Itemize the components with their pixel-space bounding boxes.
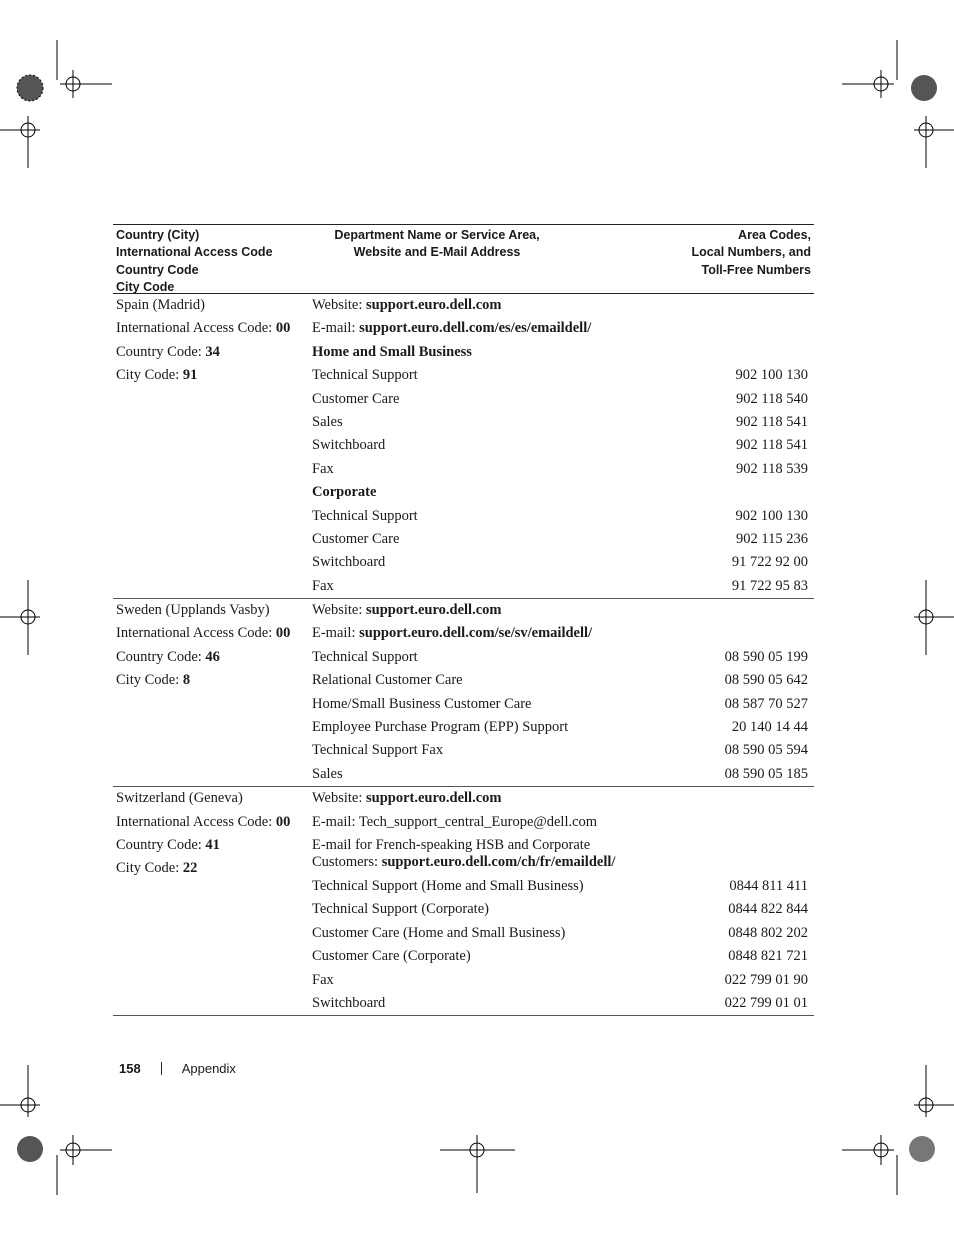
table-row: Sales 08 590 05 185 xyxy=(312,765,808,782)
section-sweden xyxy=(113,599,814,787)
table-row: Switchboard 91 722 92 00 xyxy=(312,554,808,571)
table-row: Switchboard 022 799 01 01 xyxy=(312,994,808,1011)
table-row: Fax 902 118 539 xyxy=(312,460,808,477)
section-name: Appendix xyxy=(181,1061,236,1076)
header-department-col: Department Name or Service Area, Website and E-Mail Address xyxy=(334,228,540,260)
table-row: Technical Support (Corporate) 0844 822 844 xyxy=(312,901,808,918)
header-country-col: Country (City) International Access Code Country Code City Code xyxy=(116,228,273,294)
country-code-value: 46 xyxy=(205,648,220,665)
iac-value: 00 xyxy=(275,625,291,642)
table-row: Customer Care 902 115 236 xyxy=(312,530,808,547)
page-footer xyxy=(119,1061,236,1076)
crop-mark-bottom-right xyxy=(834,1065,954,1195)
table-row: Sales 902 118 541 xyxy=(312,413,808,430)
country-name: Sweden (Upplands Vasby) xyxy=(116,602,270,619)
iac-value: 00 xyxy=(275,813,291,830)
email-link[interactable]: support.euro.dell.com/se/sv/emaildell/ xyxy=(359,625,593,642)
crop-mark-bottom-center xyxy=(440,1135,520,1195)
table-row: Customer Care 902 118 540 xyxy=(312,390,808,407)
table-row: Switchboard 902 118 541 xyxy=(312,437,808,454)
country-code-value: 34 xyxy=(205,343,220,360)
country-info: Sweden (Upplands Vasby) International Access Code: 00 Country Code: 46 City Code: 8 xyxy=(113,599,312,786)
contact-list: Website: support.euro.dell.com E-mail: support.euro.dell.com/es/es/emaildell/ Home and Small Business Technical Support 902 100 130 Customer Care 902 118 540 Sales 902 118 541 Switchboard 902 118 541 Fax 902 118 539 Corporate Technical Support 902 100 130 Customer Care 902 115 236 Switchboard 91 722 92 00 Fax 91 722 95 83 xyxy=(312,294,814,598)
website-link[interactable]: support.euro.dell.com xyxy=(366,602,502,619)
crop-mark-bottom-left xyxy=(0,1065,120,1195)
subheading-corporate: Corporate xyxy=(312,484,377,501)
table-row: Customer Care (Corporate) 0848 821 721 xyxy=(312,948,808,965)
table-row: Technical Support 902 100 130 xyxy=(312,367,808,384)
crop-mark-top-left xyxy=(0,40,120,170)
city-code-value: 8 xyxy=(182,672,191,689)
subheading-home: Home and Small Business xyxy=(312,343,472,360)
table-header xyxy=(113,225,814,294)
contact-table xyxy=(113,224,814,1016)
website-link[interactable]: support.euro.dell.com xyxy=(366,297,502,313)
table-row: Fax 022 799 01 90 xyxy=(312,971,808,988)
table-row: Technical Support (Home and Small Business) 0844 811 411 xyxy=(312,877,808,894)
crop-mark-mid-right xyxy=(904,580,954,655)
city-code-value: 91 xyxy=(182,367,198,384)
iac-value: 00 xyxy=(275,320,291,337)
footer-divider xyxy=(161,1062,162,1075)
table-row: Technical Support Fax 08 590 05 594 xyxy=(312,742,808,759)
crop-mark-mid-left xyxy=(0,580,50,655)
table-row: Technical Support 08 590 05 199 xyxy=(312,648,808,665)
page-number: 158 xyxy=(119,1061,141,1076)
country-name: Switzerland (Geneva) xyxy=(116,790,243,807)
table-row: Technical Support 902 100 130 xyxy=(312,507,808,524)
section-spain xyxy=(113,294,814,599)
table-row: Relational Customer Care 08 590 05 642 xyxy=(312,672,808,689)
city-code-value: 22 xyxy=(182,860,198,877)
table-row: Home/Small Business Customer Care 08 587 70 527 xyxy=(312,695,808,712)
header-numbers-col: Area Codes, Local Numbers, and Toll-Free Numbers xyxy=(691,228,811,277)
email-link[interactable]: support.euro.dell.com/ch/fr/emaildell/ xyxy=(381,853,616,870)
country-code-value: 41 xyxy=(205,836,220,853)
email-text[interactable]: E-mail: Tech_support_central_Europe@dell.com xyxy=(312,813,598,830)
contact-list: Website: support.euro.dell.com E-mail: Tech_support_central_Europe@dell.com E-mail for French-speaking HSB and Corporate Customers: support.euro.dell.com/ch/fr/emaildell/ Technical Support (Home and Small Business) 0844 811 411 Technical Support (Corporate) 0844 822 844 Customer Care (Home and Small Business) 0848 802 202 Customer Care (Corporate) 0848 821 721 Fax 022 799 01 90 Switchboard 022 799 01 01 xyxy=(312,787,814,1015)
contact-list: Website: support.euro.dell.com E-mail: support.euro.dell.com/se/sv/emaildell/ Technical Support 08 590 05 199 Relational Customer Care 08 590 05 642 Home/Small Business Customer Care 08 587 70 527 Employee Purchase Program (EPP) Support 20 140 14 44 Technical Support Fax 08 590 05 594 Sales 08 590 05 185 xyxy=(312,599,814,786)
table-row: Employee Purchase Program (EPP) Support 20 140 14 44 xyxy=(312,719,808,736)
country-info: Switzerland (Geneva) International Access Code: 00 Country Code: 41 City Code: 22 xyxy=(113,787,312,1015)
section-switzerland xyxy=(113,787,814,1016)
table-row: Customer Care (Home and Small Business) 0848 802 202 xyxy=(312,924,808,941)
email-link[interactable]: support.euro.dell.com/es/es/emaildell/ xyxy=(359,320,592,337)
table-row: Fax 91 722 95 83 xyxy=(312,577,808,594)
website-link[interactable]: support.euro.dell.com xyxy=(366,790,502,807)
country-name: Spain (Madrid) xyxy=(116,297,205,313)
country-info: Spain (Madrid) International Access Code: 00 Country Code: 34 City Code: 91 xyxy=(113,294,312,598)
crop-mark-top-right xyxy=(834,40,954,170)
